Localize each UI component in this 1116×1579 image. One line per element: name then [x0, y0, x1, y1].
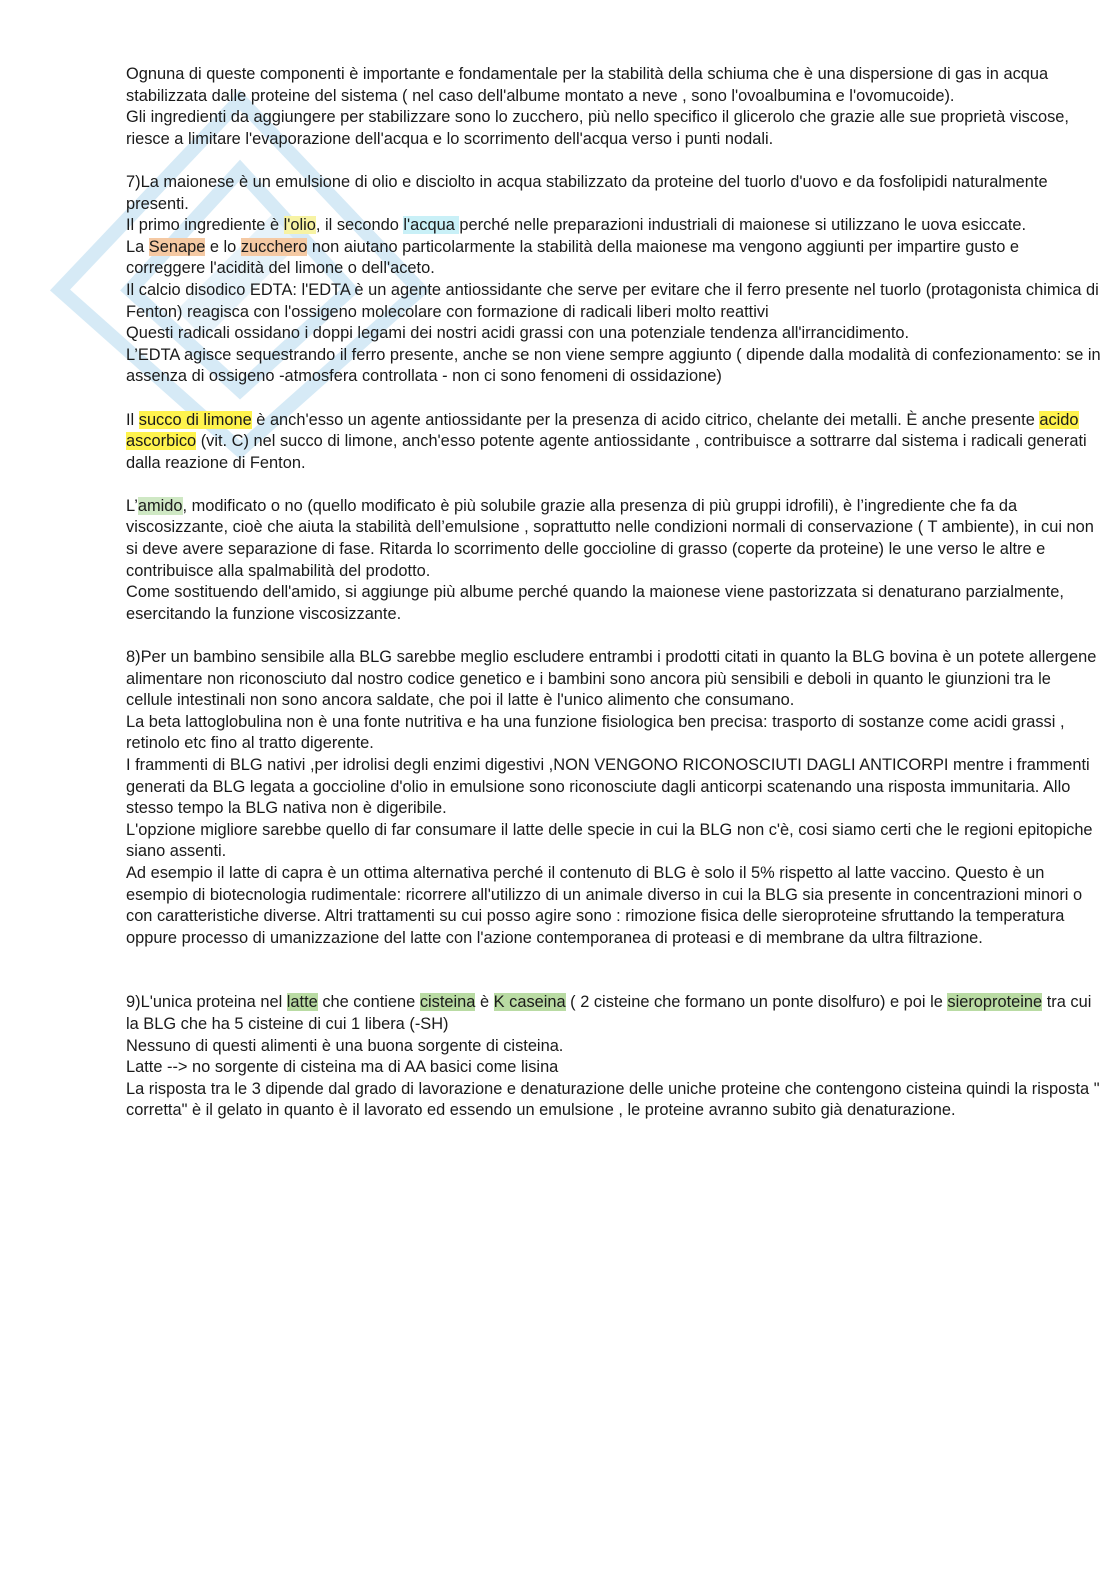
paragraph-risposta: La risposta tra le 3 dipende dal grado di lavorazione e denaturazione delle uniche proteine che contengono cisteina quindi la risposta " corretta" è il gelato in quanto è il lavorato ed essendo un emulsione , le proteine avranno subito già denaturazione. — [126, 1079, 1100, 1120]
paragraph-ingredients: Il primo ingrediente è l'olio, il secondo l'acqua perché nelle preparazioni industriali di maionese si utilizzano le uova esiccate. — [126, 216, 1027, 235]
highlight-k-caseina: K caseina — [493, 993, 566, 1012]
paragraph-albume: Come sostituendo dell'amido, si aggiunge più albume perché quando la maionese viene pastorizzata si denaturano parzialmente, esercitando la funzione viscosizzante. — [126, 583, 1064, 623]
paragraph-radicals: Questi radicali ossidano i doppi legami dei nostri acidi grassi con una potenziale tendenza all'irrancidimento. — [126, 324, 910, 343]
highlight-latte: latte — [286, 993, 318, 1012]
paragraph-opzione: L'opzione migliore sarebbe quello di far consumare il latte delle specie in cui la BLG non c'è, cosi siamo certi che le regioni epitopiche siano assenti. — [126, 820, 1093, 861]
document-body — [126, 64, 1101, 1122]
paragraph-foam-stability: Ognuna di queste componenti è importante e fondamentale per la stabilità della schiuma che è una dispersione di gas in acqua stabilizzata dalle proteine del sistema ( nel caso dell'albume montato a neve , sono l'ovoalbumina e l'ovomucoide). — [126, 65, 1049, 105]
highlight-zucchero: zucchero — [240, 237, 308, 256]
paragraph-frammenti: I frammenti di BLG nativi ,per idrolisi degli enzimi digestivi ,NON VENGONO RICONOSCIUTI DAGLI ANTICORPI mentre i frammenti generati da BLG legata a goccioline d'olio in emulsione sono riconosciute dagli anticorpi scatenando una risposta immunitaria. Allo stesso tempo la BLG nativa non è digeribile. — [126, 756, 1090, 818]
paragraph-edta-sequestering: L’EDTA agisce sequestrando il ferro presente, anche se non viene sempre aggiunto ( dipende dalla modalità di confezionamento: se in assenza di ossigeno -atmosfera controllata - non ci sono fenomeni di ossidazione) — [126, 345, 1101, 386]
highlight-acqua: l'acqua — [403, 216, 460, 235]
paragraph-edta: Il calcio disodico EDTA: l'EDTA è un agente antiossidante che serve per evitare che il ferro presente nel tuorlo (protagonista chimica di Fenton) reagisca con l'ossigeno molecolare con formazione di radicali liberi molto reattivi — [126, 280, 1099, 321]
paragraph-q7-intro: 7)La maionese è un emulsione di olio e disciolto in acqua stabilizzato da proteine del tuorlo d'uovo e da fosfolipidi naturalmente presenti. — [126, 172, 1048, 213]
highlight-amido: amido — [137, 496, 183, 515]
paragraph-nessuno: Nessuno di questi alimenti è una buona sorgente di cisteina. — [126, 1036, 564, 1055]
paragraph-beta-lattoglobulina: La beta lattoglobulina non è una fonte nutritiva e ha una funzione fisiologica ben precisa: trasporto di sostanze come acidi grassi , retinolo etc fino al tratto digerente. — [126, 712, 1065, 753]
highlight-olio: l'olio — [283, 216, 316, 235]
highlight-succo-di-limone: succo di limone — [138, 410, 252, 429]
paragraph-lemon: Il succo di limone è anch'esso un agente antiossidante per la presenza di acido citrico, chelante dei metalli. È anche presente acido ascorbico (vit. C) nel succo di limone, anch'esso potente agente antiossidante , contribuisce a sottrarre dal sistema i radicali generati dalla reazione di Fenton. — [126, 410, 1087, 472]
paragraph-q9-intro: 9)L'unica proteina nel latte che contiene cisteina è K caseina ( 2 cisteine che formano un ponte disolfuro) e poi le sieroproteine tra cui la BLG che ha 5 cisteine di cui 1 libera (-SH) — [126, 993, 1092, 1033]
highlight-senape: Senape — [148, 237, 206, 256]
paragraph-senape: La Senape e lo zucchero non aiutano particolarmente la stabilità della maionese ma vengono aggiunti per impartire gusto e correggere l'acidità del limone o dell'aceto. — [126, 237, 1019, 278]
highlight-acido-ascorbico: acido ascorbico — [126, 410, 1079, 451]
paragraph-latte-lisina: Latte --> no sorgente di cisteina ma di AA basici come lisina — [126, 1058, 559, 1077]
highlight-sieroproteine: sieroproteine — [947, 993, 1043, 1012]
paragraph-stabilizers: Gli ingredienti da aggiungere per stabilizzare sono lo zucchero, più nello specifico il glicerolo che grazie alle sue proprietà viscose, riesce a limitare l'evaporazione dell'acqua e lo scorrimento dell'acqua verso i punti nodali. — [126, 108, 1069, 148]
paragraph-starch: L’amido, modificato o no (quello modificato è più solubile grazie alla presenza di più gruppi idrofili), è l’ingrediente che fa da viscosizzante, cioè che aiuta la stabilità dell’emulsione , soprattutto nelle condizioni normali di conservazione ( T ambiente), in cui non si deve avere separazione di fase. Ritarda lo scorrimento delle goccioline di grasso (coperte da proteine) le une verso le altre e contribuisce alla spalmabilità del prodotto. — [126, 496, 1094, 580]
paragraph-q8-intro: 8)Per un bambino sensibile alla BLG sarebbe meglio escludere entrambi i prodotti citati in quanto la BLG bovina è un potete allergene alimentare non riconosciuto dal nostro codice genetico e i bambini sono ancora più sensibili e deboli in quanto le giunzioni tra le cellule intestinali non sono ancora saldate, che poi il latte è l'unico alimento che consumano. — [126, 648, 1097, 710]
highlight-cisteina: cisteina — [419, 993, 476, 1012]
paragraph-capra: Ad esempio il latte di capra è un ottima alternativa perché il contenuto di BLG è solo il 5% rispetto al latte vaccino. Questo è un esempio di biotecnologia rudimentale: ricorrere all'utilizzo di un animale diverso in cui la BLG sia presente in concentrazioni minori o con caratteristiche diverse. Altri trattamenti su cui posso agire sono : rimozione fisica delle sieroproteine sfruttando la temperatura oppure processo di umanizzazione del latte con l'azione contemporanea di proteasi e di membrane da ultra filtrazione. — [126, 863, 1083, 947]
